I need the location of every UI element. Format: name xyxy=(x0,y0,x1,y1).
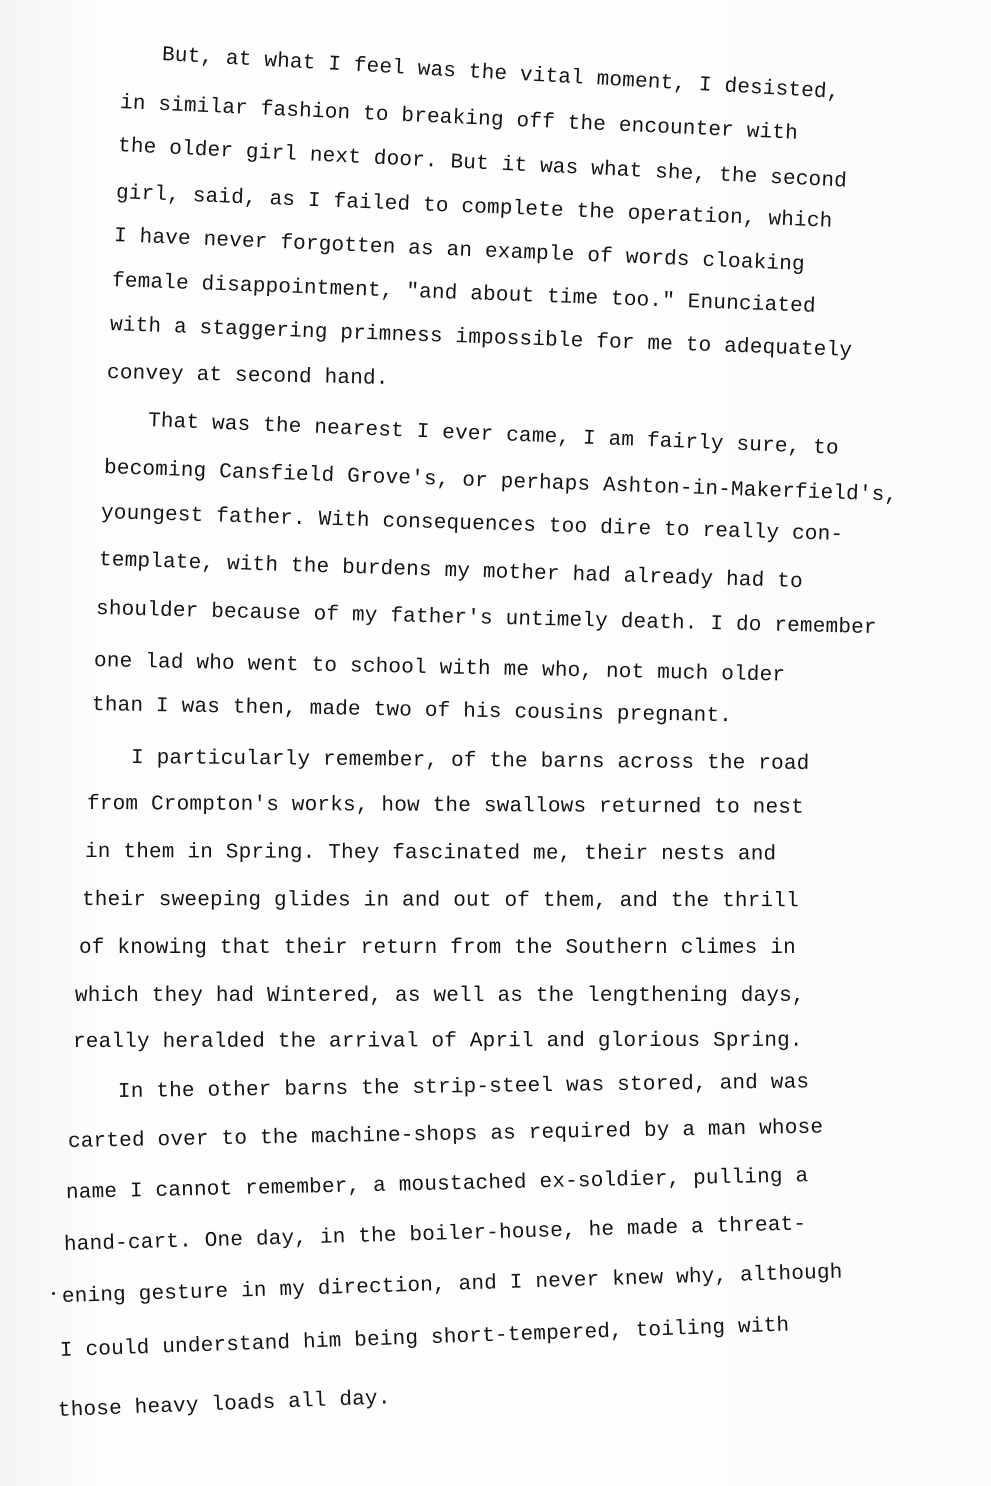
text-line: In the other barns the strip-steel was stored, and was xyxy=(117,1071,810,1104)
text-line: I particularly remember, of the barns across the road xyxy=(130,747,810,776)
text-line: name I cannot remember, a moustached ex-soldier, pulling a xyxy=(65,1165,809,1205)
ink-speck xyxy=(52,1292,55,1295)
text-line: those heavy loads all day. xyxy=(57,1387,392,1423)
text-line: of knowing that their return from the Southern climes in xyxy=(79,937,796,960)
text-line: But, at what I feel was the vital moment, I desisted, xyxy=(161,44,841,105)
text-line: I could understand him being short-tempered, toiling with xyxy=(59,1314,790,1363)
text-line: convey at second hand. xyxy=(106,362,389,391)
text-line: girl, said, as I failed to complete the operation, which xyxy=(115,182,833,234)
text-line: really heralded the arrival of April and glorious Spring. xyxy=(72,1029,803,1054)
text-line: than I was then, made two of his cousins pregnant. xyxy=(91,694,733,729)
text-line: That was the nearest I ever came, I am fairly sure, to xyxy=(147,410,840,461)
text-line: shoulder because of my father's untimely death. I do remember xyxy=(95,598,877,641)
text-line: I have never forgotten as an example of words cloaking xyxy=(113,225,806,277)
text-line: the older girl next door. But it was what she, the second xyxy=(117,135,848,194)
text-line: from Crompton's works, how the swallows returned to nest xyxy=(86,793,804,820)
text-line: in them in Spring. They fascinated me, their nests and xyxy=(84,841,777,867)
text-line: ening gesture in my direction, and I never knew why, although xyxy=(61,1261,843,1309)
text-line: female disappointment, "and about time too." Enunciated xyxy=(111,270,817,319)
text-line: hand-cart. One day, in the boiler-house, he made a threat- xyxy=(63,1213,807,1257)
text-line: one lad who went to school with me who, not much older xyxy=(93,650,786,688)
text-line: youngest father. With consequences too dire to really con- xyxy=(100,502,844,548)
text-line: template, with the burdens my mother had already had to xyxy=(98,549,804,595)
text-line: becoming Cansfield Grove's, or perhaps Ashton-in-Makerfield's, xyxy=(103,457,898,508)
text-line: their sweeping glides in and out of them, and the thrill xyxy=(81,889,799,914)
text-line: which they had Wintered, as well as the lengthening days, xyxy=(75,985,805,1008)
text-line: with a staggering primness impossible for me to adequately xyxy=(109,314,853,363)
text-line: in similar fashion to breaking off the encounter with xyxy=(119,92,799,146)
text-line: carted over to the machine-shops as required by a man whose xyxy=(67,1116,824,1154)
